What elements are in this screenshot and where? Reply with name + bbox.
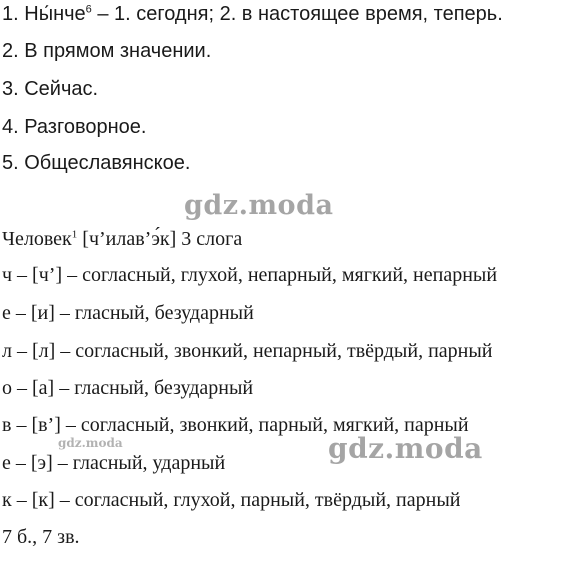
definition-text: – 1. сегодня; 2. в настоящее время, теперь. [91, 3, 503, 25]
watermark-logo-small: gdz.moda [58, 436, 123, 450]
letter-row-5: в – [в’] – согласный, звонкий, парный, мягкий, парный [2, 414, 469, 436]
letter-row-4: о – [а] – гласный, безударный [2, 377, 254, 399]
definition-line-2: 2. В прямом значении. [2, 40, 212, 62]
headword: Ны́нче [24, 3, 86, 25]
watermark-logo: gdz.moda [184, 190, 334, 221]
letter-row-3: л – [л] – согласный, звонкий, непарный, твёрдый, парный [2, 340, 493, 362]
letter-row-7: к – [к] – согласный, глухой, парный, твёрдый, парный [2, 489, 461, 511]
definition-line-5: 5. Общеславянское. [2, 152, 191, 174]
phonetic-header [2, 227, 242, 251]
letter-row-6: е – [э] – гласный, ударный [2, 452, 226, 474]
definition-line-4: 4. Разговорное. [2, 116, 147, 138]
analysed-word: Человек [2, 228, 72, 250]
word-footnote-mark: 1 [71, 228, 78, 241]
transcription: [ч’илав’э́к] 3 слога [77, 228, 243, 250]
letter-row-1: ч – [ч’] – согласный, глухой, непарный, мягкий, непарный [2, 264, 498, 286]
definition-line-1: 1. Ны́нче$^6$ – 1. сегодня; 2. в настоящее время, теперь. [2, 3, 503, 25]
watermark-logo-right: gdz.moda [328, 432, 483, 465]
headword-footnote-mark: 6 [85, 3, 92, 16]
letter-row-2: е – [и] – гласный, безударный [2, 302, 254, 324]
definition-line-3: 3. Сейчас. [2, 78, 99, 100]
summary-line: 7 б., 7 зв. [2, 526, 80, 548]
